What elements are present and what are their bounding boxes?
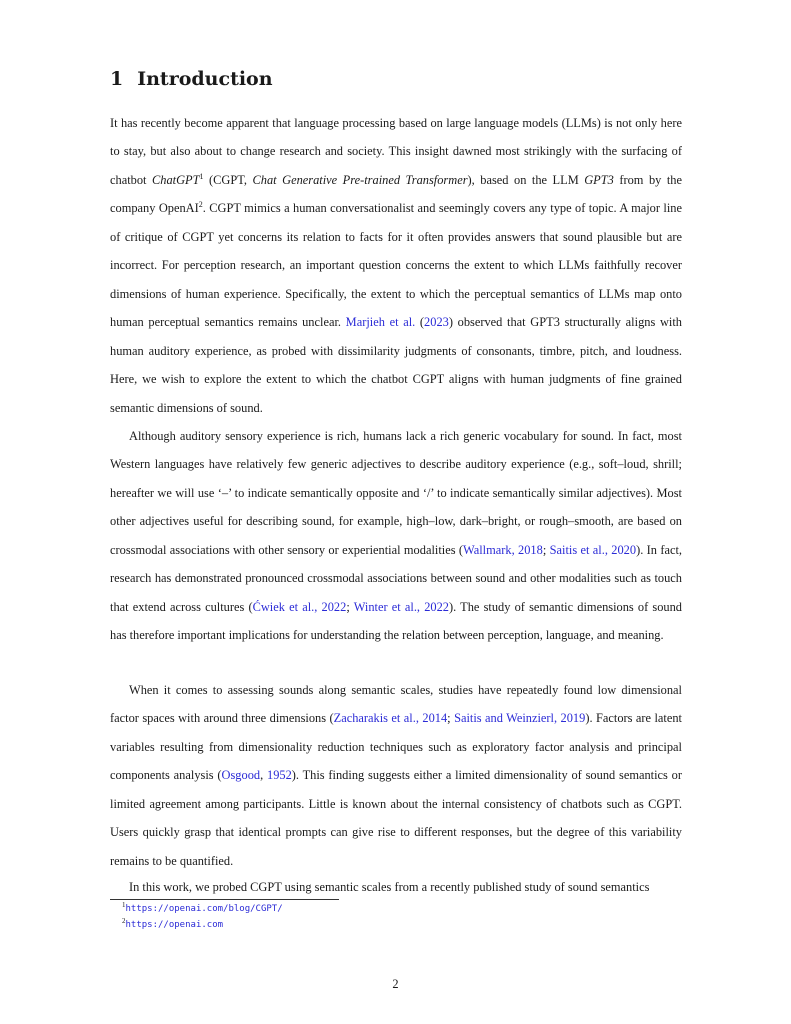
citation-cwiek[interactable]: Ćwiek et al., 2022: [252, 599, 347, 614]
paragraph-4: In this work, we probed CGPT using semantic scales from a recently published study of sound semantics: [129, 880, 650, 894]
paragraph-3: When it comes to assessing sounds along semantic scales, studies have repeatedly found low dimensional factor spaces with around three dimensions (Zacharakis et al., 2014; Saitis and Weinzierl, 2019). Factors are latent variables resulting from dimensionality reduction techniques such as exploratory factor analysis and principal components analysis (Osgood, 1952). This finding suggests either a limited dimensionality of sound semantics or limited agreement among participants. Little is known about the internal consistency of chatbots such as CGPT. Users quickly grasp that identical prompts can give rise to different responses, but the degree of this variability remains to be quantified.: [110, 683, 682, 868]
footnote-ref-1[interactable]: 1: [199, 171, 204, 181]
footnote-1-link[interactable]: https://openai.com/blog/CGPT/: [125, 904, 283, 914]
paragraph-1: It has recently become apparent that language processing based on large language models (LLMs) is not only here to stay, but also about to change research and society. This insight dawned most strikingly with the surfacing of chatbot ChatGPT$^1$ (CGPT, Chat Generative Pre-trained Transformer), based on the LLM GPT3 from by the company OpenAI$^2$. CGPT mimics a human conversationalist and seemingly covers any type of topic. A major line of critique of CGPT yet concerns its relation to facts for it often provides answers that sound plausible but are incorrect. For perception research, an important question concerns the extent to which LLMs faithfully recover dimensions of human experience. Specifically, the extent to which the perceptual semantics of LLMs map onto human perceptual semantics remains unclear. Marjieh et al. (2023) observed that GPT3 structurally aligns with human auditory experience, as probed with dissimilarity judgments of consonants, timbre, pitch, and loudness. Here, we wish to explore the extent to which the chatbot CGPT aligns with human judgments of fine grained semantic dimensions of sound.: [110, 116, 682, 415]
footnote-2-link[interactable]: https://openai.com: [125, 920, 224, 930]
chatgpt-name: ChatGPT: [151, 172, 200, 187]
citation-wallmark[interactable]: Wallmark, 2018: [463, 542, 543, 557]
citation-marjieh[interactable]: Marjieh et al.: [345, 315, 416, 330]
section-heading: [110, 68, 273, 90]
footnote-ref-2[interactable]: 2: [198, 200, 203, 210]
footnote-2: $^2$https://openai.com: [122, 917, 224, 930]
footnote-1: $^1$https://openai.com/blog/CGPT/: [122, 901, 283, 914]
footnote-rule: [110, 899, 339, 900]
citation-winter[interactable]: Winter et al., 2022: [353, 599, 449, 614]
citation-saitis-2020[interactable]: Saitis et al., 2020: [549, 542, 637, 557]
paragraph-2: Although auditory sensory experience is rich, humans lack a rich generic vocabulary for sound. In fact, most Western languages have relatively few generic adjectives to describe auditory experience (e.g., soft–loud, shrill; hereafter we will use ‘–’ to indicate semantically opposite and ‘/’ to indicate semantically similar adjectives). Most other adjectives useful for describing sound, for example, high–low, dark–bright, or rough–smooth, are based on crossmodal associations with other sensory or experiential modalities (Wallmark, 2018; Saitis et al., 2020). In fact, research has demonstrated pronounced crossmodal associations between sound and other modalities such as touch that extend across cultures (Ćwiek et al., 2022; Winter et al., 2022). The study of semantic dimensions of sound has therefore important implications for understanding the relation between perception, language, and meaning.: [110, 429, 683, 643]
page-number: 2: [392, 977, 399, 991]
section-title: Introduction: [137, 68, 273, 90]
citation-osgood[interactable]: Osgood: [221, 768, 261, 783]
citation-osgood-year[interactable]: 1952: [267, 768, 292, 783]
citation-marjieh-year[interactable]: 2023: [424, 315, 449, 330]
section-number: 1: [110, 68, 124, 90]
citation-saitis-2019[interactable]: Saitis and Weinzierl, 2019: [454, 711, 586, 726]
citation-zacharakis[interactable]: Zacharakis et al., 2014: [333, 711, 448, 726]
